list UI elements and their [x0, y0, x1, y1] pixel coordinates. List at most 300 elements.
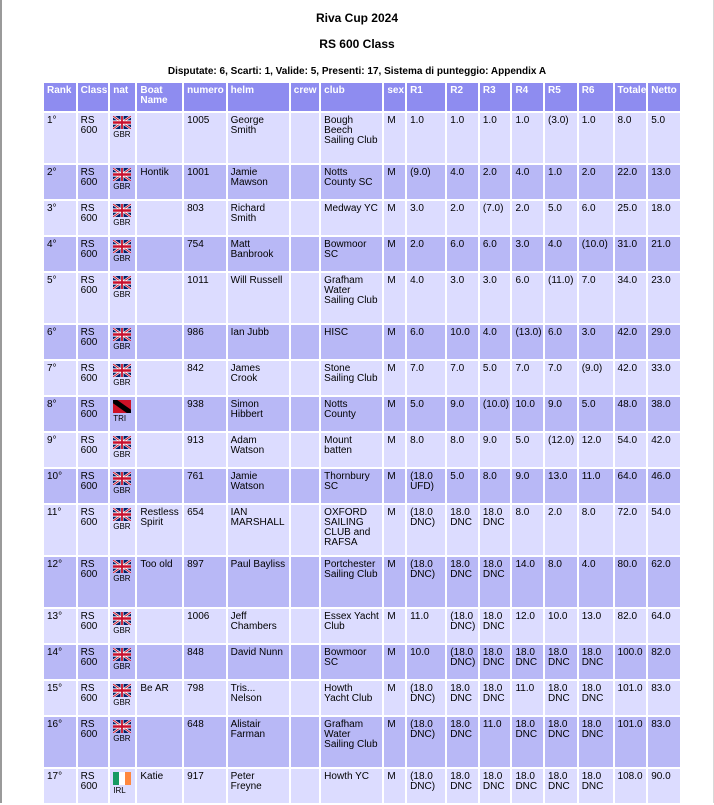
r5-cell: 5.0 [545, 201, 577, 235]
nat-cell [110, 469, 135, 503]
boat-name-cell [137, 237, 182, 271]
r6-cell: 18.0 DNC [579, 769, 613, 803]
crew-cell [291, 469, 319, 503]
club-cell: Bowmoor SC [321, 237, 382, 271]
netto-cell: 62.0 [648, 557, 680, 607]
sex-cell: M [384, 361, 405, 395]
helm-cell: Paul Bayliss [228, 557, 289, 607]
boat-name-cell [137, 201, 182, 235]
class-cell: RS 600 [78, 681, 109, 715]
numero-cell: 917 [184, 769, 226, 803]
netto-cell: 5.0 [648, 113, 680, 163]
sex-cell: M [384, 609, 405, 643]
boat-name-cell [137, 361, 182, 395]
crew-cell [291, 609, 319, 643]
netto-cell: 42.0 [648, 433, 680, 467]
results-table [42, 81, 682, 805]
netto-cell: 54.0 [648, 505, 680, 555]
r3-cell: 3.0 [480, 273, 511, 323]
r2-cell: 5.0 [447, 469, 478, 503]
nat-cell [110, 645, 135, 679]
class-subtitle: RS 600 Class [319, 37, 395, 51]
club-cell: Thornbury SC [321, 469, 382, 503]
r4-cell: 7.0 [512, 361, 543, 395]
totale-cell: 31.0 [615, 237, 647, 271]
r4-cell: 8.0 [512, 505, 543, 555]
r1-cell: 4.0 [407, 273, 445, 323]
rank-cell: 15° [44, 681, 76, 715]
numero-cell: 842 [184, 361, 226, 395]
boat-name-cell: Be AR [137, 681, 182, 715]
col-header-r5: R5 [545, 83, 577, 111]
r3-cell: 1.0 [480, 113, 511, 163]
r2-cell: (18.0 DNC) [447, 609, 478, 643]
numero-cell: 938 [184, 397, 226, 431]
r4-cell: 4.0 [512, 165, 543, 199]
helm-cell: Jeff Chambers [228, 609, 289, 643]
r1-cell: 7.0 [407, 361, 445, 395]
numero-cell: 897 [184, 557, 226, 607]
nat-cell [110, 397, 135, 431]
club-cell: Howth Yacht Club [321, 681, 382, 715]
crew-cell [291, 717, 319, 767]
crew-cell [291, 505, 319, 555]
nation-code: GBR [113, 342, 131, 351]
netto-cell: 38.0 [648, 397, 680, 431]
numero-cell: 1011 [184, 273, 226, 323]
helm-cell: Simon Hibbert [228, 397, 289, 431]
nat-cell [110, 201, 135, 235]
rank-cell: 7° [44, 361, 76, 395]
r1-cell: (18.0 DNC) [407, 557, 445, 607]
rank-cell: 17° [44, 769, 76, 803]
helm-cell: James Crook [228, 361, 289, 395]
r5-cell: 8.0 [545, 557, 577, 607]
helm-cell: Alistair Farman [228, 717, 289, 767]
r1-cell: 10.0 [407, 645, 445, 679]
nat-cell [110, 237, 135, 271]
club-cell: Bowmoor SC [321, 645, 382, 679]
uk-flag-icon [113, 472, 132, 485]
rank-cell: 4° [44, 237, 76, 271]
club-cell: HISC [321, 325, 382, 359]
rank-cell: 11° [44, 505, 76, 555]
class-cell: RS 600 [78, 237, 109, 271]
boat-name-cell [137, 397, 182, 431]
sex-cell: M [384, 325, 405, 359]
netto-cell: 46.0 [648, 469, 680, 503]
r3-cell: (7.0) [480, 201, 511, 235]
numero-cell: 913 [184, 433, 226, 467]
table-row [44, 237, 680, 271]
rank-cell: 9° [44, 433, 76, 467]
sex-cell: M [384, 469, 405, 503]
class-cell: RS 600 [78, 361, 109, 395]
netto-cell: 82.0 [648, 645, 680, 679]
r4-cell: 18.0 DNC [512, 717, 543, 767]
r3-cell: 18.0 DNC [480, 609, 511, 643]
r6-cell: 11.0 [579, 469, 613, 503]
r5-cell: (3.0) [545, 113, 577, 163]
club-cell: Portchester Sailing Club [321, 557, 382, 607]
r6-cell: (9.0) [579, 361, 613, 395]
numero-cell: 848 [184, 645, 226, 679]
r4-cell: 18.0 DNC [512, 769, 543, 803]
r6-cell: 18.0 DNC [579, 645, 613, 679]
table-row [44, 433, 680, 467]
crew-cell [291, 325, 319, 359]
col-header-r4: R4 [512, 83, 543, 111]
helm-cell: Richard Smith [228, 201, 289, 235]
col-header-sex: sex [384, 83, 405, 111]
r2-cell: 18.0 DNC [447, 505, 478, 555]
nation-code: GBR [113, 522, 131, 531]
r6-cell: 3.0 [579, 325, 613, 359]
class-cell: RS 600 [78, 505, 109, 555]
r5-cell: (11.0) [545, 273, 577, 323]
nation-code: GBR [113, 290, 131, 299]
r4-cell: 14.0 [512, 557, 543, 607]
nat-cell [110, 769, 135, 803]
totale-cell: 64.0 [615, 469, 647, 503]
crew-cell [291, 681, 319, 715]
nat-cell [110, 273, 135, 323]
results-body [44, 113, 680, 803]
uk-flag-icon [113, 204, 132, 217]
table-row [44, 397, 680, 431]
uk-flag-icon [113, 508, 132, 521]
r6-cell: 2.0 [579, 165, 613, 199]
nation-code: GBR [113, 182, 131, 191]
table-row [44, 609, 680, 643]
r3-cell: 5.0 [480, 361, 511, 395]
uk-flag-icon [113, 436, 132, 449]
boat-name-cell [137, 433, 182, 467]
r3-cell: 6.0 [480, 237, 511, 271]
boat-name-cell: Hontik [137, 165, 182, 199]
rank-cell: 5° [44, 273, 76, 323]
netto-cell: 18.0 [648, 201, 680, 235]
r4-cell: 12.0 [512, 609, 543, 643]
r2-cell: 4.0 [447, 165, 478, 199]
r1-cell: (18.0 DNC) [407, 717, 445, 767]
sex-cell: M [384, 681, 405, 715]
nation-code: GBR [113, 218, 131, 227]
nation-code: GBR [113, 574, 131, 583]
r2-cell: 1.0 [447, 113, 478, 163]
nation-code: GBR [113, 378, 131, 387]
helm-cell: Matt Banbrook [228, 237, 289, 271]
club-cell: Mount batten [321, 433, 382, 467]
r2-cell: 18.0 DNC [447, 717, 478, 767]
netto-cell: 64.0 [648, 609, 680, 643]
r2-cell: 6.0 [447, 237, 478, 271]
table-row [44, 113, 680, 163]
uk-flag-icon [113, 240, 132, 253]
totale-cell: 48.0 [615, 397, 647, 431]
r5-cell: (12.0) [545, 433, 577, 467]
sex-cell: M [384, 769, 405, 803]
r3-cell: 18.0 DNC [480, 557, 511, 607]
helm-cell: Jamie Mawson [228, 165, 289, 199]
page-title: Riva Cup 2024 [315, 11, 399, 25]
col-header-rank: Rank [44, 83, 76, 111]
crew-cell [291, 769, 319, 803]
r1-cell: (9.0) [407, 165, 445, 199]
club-cell: Notts County [321, 397, 382, 431]
totale-cell: 8.0 [615, 113, 647, 163]
page-left-edge [0, 0, 2, 803]
col-header-club: club [321, 83, 382, 111]
nat-cell [110, 361, 135, 395]
uk-flag-icon [113, 328, 132, 341]
col-header-netto: Netto [648, 83, 680, 111]
ireland-flag-icon [113, 772, 132, 785]
uk-flag-icon [113, 612, 132, 625]
table-row [44, 717, 680, 767]
r3-cell: 18.0 DNC [480, 769, 511, 803]
helm-cell: IAN MARSHALL [228, 505, 289, 555]
r3-cell: 8.0 [480, 469, 511, 503]
sex-cell: M [384, 717, 405, 767]
totale-cell: 42.0 [615, 325, 647, 359]
totale-cell: 22.0 [615, 165, 647, 199]
numero-cell: 1006 [184, 609, 226, 643]
table-row [44, 557, 680, 607]
col-header-r1: R1 [407, 83, 445, 111]
nation-code: GBR [113, 626, 131, 635]
col-header-nat: nat [110, 83, 135, 111]
r2-cell: 10.0 [447, 325, 478, 359]
club-cell: OXFORD SAILING CLUB and RAFSA [321, 505, 382, 555]
sex-cell: M [384, 505, 405, 555]
col-header-r2: R2 [447, 83, 478, 111]
club-cell: Bough Beech Sailing Club [321, 113, 382, 163]
numero-cell: 803 [184, 201, 226, 235]
r5-cell: 13.0 [545, 469, 577, 503]
totale-cell: 72.0 [615, 505, 647, 555]
nat-cell [110, 433, 135, 467]
r4-cell: 10.0 [512, 397, 543, 431]
r3-cell: 18.0 DNC [480, 645, 511, 679]
crew-cell [291, 397, 319, 431]
boat-name-cell: Katie [137, 769, 182, 803]
nat-cell [110, 681, 135, 715]
nat-cell [110, 557, 135, 607]
uk-flag-icon [113, 116, 132, 129]
col-header-boat-name: Boat Name [137, 83, 182, 111]
uk-flag-icon [113, 168, 132, 181]
helm-cell: Will Russell [228, 273, 289, 323]
r2-cell: 3.0 [447, 273, 478, 323]
r1-cell: 8.0 [407, 433, 445, 467]
r3-cell: (10.0) [480, 397, 511, 431]
r3-cell: 9.0 [480, 433, 511, 467]
r1-cell: 6.0 [407, 325, 445, 359]
netto-cell: 90.0 [648, 769, 680, 803]
nation-code: TRI [113, 414, 127, 423]
r2-cell: 8.0 [447, 433, 478, 467]
nat-cell [110, 717, 135, 767]
nation-code: GBR [113, 662, 131, 671]
col-header-r6: R6 [579, 83, 613, 111]
table-row [44, 469, 680, 503]
header-row [44, 83, 680, 111]
r6-cell: (10.0) [579, 237, 613, 271]
r6-cell: 8.0 [579, 505, 613, 555]
crew-cell [291, 165, 319, 199]
r2-cell: 9.0 [447, 397, 478, 431]
r1-cell: 2.0 [407, 237, 445, 271]
nation-code: GBR [113, 734, 131, 743]
numero-cell: 986 [184, 325, 226, 359]
col-header-crew: crew [291, 83, 319, 111]
class-cell: RS 600 [78, 165, 109, 199]
crew-cell [291, 361, 319, 395]
r3-cell: 4.0 [480, 325, 511, 359]
r1-cell: 11.0 [407, 609, 445, 643]
sex-cell: M [384, 165, 405, 199]
numero-cell: 798 [184, 681, 226, 715]
r4-cell: 6.0 [512, 273, 543, 323]
netto-cell: 83.0 [648, 717, 680, 767]
crew-cell [291, 433, 319, 467]
r5-cell: 18.0 DNC [545, 717, 577, 767]
r3-cell: 11.0 [480, 717, 511, 767]
club-cell: Medway YC [321, 201, 382, 235]
r5-cell: 1.0 [545, 165, 577, 199]
rank-cell: 13° [44, 609, 76, 643]
r2-cell: 18.0 DNC [447, 557, 478, 607]
club-cell: Howth YC [321, 769, 382, 803]
table-row [44, 325, 680, 359]
r4-cell: (13.0) [512, 325, 543, 359]
numero-cell: 761 [184, 469, 226, 503]
r4-cell: 11.0 [512, 681, 543, 715]
table-row [44, 201, 680, 235]
uk-flag-icon [113, 684, 132, 697]
sex-cell: M [384, 645, 405, 679]
helm-cell: Jamie Watson [228, 469, 289, 503]
class-cell: RS 600 [78, 201, 109, 235]
nat-cell [110, 165, 135, 199]
r5-cell: 10.0 [545, 609, 577, 643]
helm-cell: Ian Jubb [228, 325, 289, 359]
class-cell: RS 600 [78, 469, 109, 503]
totale-cell: 108.0 [615, 769, 647, 803]
r5-cell: 18.0 DNC [545, 769, 577, 803]
r4-cell: 2.0 [512, 201, 543, 235]
totale-cell: 54.0 [615, 433, 647, 467]
table-row [44, 165, 680, 199]
r6-cell: 1.0 [579, 113, 613, 163]
nation-code: GBR [113, 698, 131, 707]
netto-cell: 29.0 [648, 325, 680, 359]
helm-cell: George Smith [228, 113, 289, 163]
numero-cell: 648 [184, 717, 226, 767]
uk-flag-icon [113, 276, 132, 289]
class-cell: RS 600 [78, 113, 109, 163]
crew-cell [291, 237, 319, 271]
r6-cell: 7.0 [579, 273, 613, 323]
class-cell: RS 600 [78, 557, 109, 607]
r6-cell: 13.0 [579, 609, 613, 643]
totale-cell: 82.0 [615, 609, 647, 643]
club-cell: Notts County SC [321, 165, 382, 199]
totale-cell: 34.0 [615, 273, 647, 323]
class-cell: RS 600 [78, 609, 109, 643]
sex-cell: M [384, 237, 405, 271]
nat-cell [110, 113, 135, 163]
r6-cell: 4.0 [579, 557, 613, 607]
sex-cell: M [384, 113, 405, 163]
boat-name-cell: Too old [137, 557, 182, 607]
r4-cell: 1.0 [512, 113, 543, 163]
r5-cell: 9.0 [545, 397, 577, 431]
crew-cell [291, 273, 319, 323]
uk-flag-icon [113, 560, 132, 573]
table-row [44, 645, 680, 679]
table-row [44, 769, 680, 803]
r2-cell: (18.0 DNC) [447, 645, 478, 679]
r2-cell: 2.0 [447, 201, 478, 235]
crew-cell [291, 113, 319, 163]
r6-cell: 12.0 [579, 433, 613, 467]
r5-cell: 4.0 [545, 237, 577, 271]
r4-cell: 18.0 DNC [512, 645, 543, 679]
r5-cell: 18.0 DNC [545, 645, 577, 679]
netto-cell: 13.0 [648, 165, 680, 199]
nation-code: GBR [113, 254, 131, 263]
uk-flag-icon [113, 720, 132, 733]
rank-cell: 12° [44, 557, 76, 607]
nation-code: GBR [113, 486, 131, 495]
class-cell: RS 600 [78, 325, 109, 359]
sex-cell: M [384, 273, 405, 323]
col-header-totale: Totale [615, 83, 647, 111]
club-cell: Essex Yacht Club [321, 609, 382, 643]
r1-cell: 1.0 [407, 113, 445, 163]
totale-cell: 100.0 [615, 645, 647, 679]
nation-code: GBR [113, 450, 131, 459]
rank-cell: 8° [44, 397, 76, 431]
numero-cell: 754 [184, 237, 226, 271]
class-cell: RS 600 [78, 433, 109, 467]
numero-cell: 1005 [184, 113, 226, 163]
sex-cell: M [384, 201, 405, 235]
r1-cell: 5.0 [407, 397, 445, 431]
r2-cell: 18.0 DNC [447, 681, 478, 715]
table-row [44, 361, 680, 395]
col-header-class: Class [78, 83, 109, 111]
sex-cell: M [384, 397, 405, 431]
totale-cell: 101.0 [615, 717, 647, 767]
helm-cell: Peter Freyne [228, 769, 289, 803]
boat-name-cell [137, 717, 182, 767]
crew-cell [291, 557, 319, 607]
r1-cell: (18.0 DNC) [407, 505, 445, 555]
helm-cell: Adam Watson [228, 433, 289, 467]
class-cell: RS 600 [78, 769, 109, 803]
nat-cell [110, 325, 135, 359]
r1-cell: (18.0 UFD) [407, 469, 445, 503]
nat-cell [110, 609, 135, 643]
scoring-summary: Disputate: 6, Scarti: 1, Valide: 5, Presenti: 17, Sistema di punteggio: Appendix A [167, 66, 547, 77]
r3-cell: 18.0 DNC [480, 505, 511, 555]
boat-name-cell [137, 325, 182, 359]
crew-cell [291, 201, 319, 235]
boat-name-cell [137, 609, 182, 643]
